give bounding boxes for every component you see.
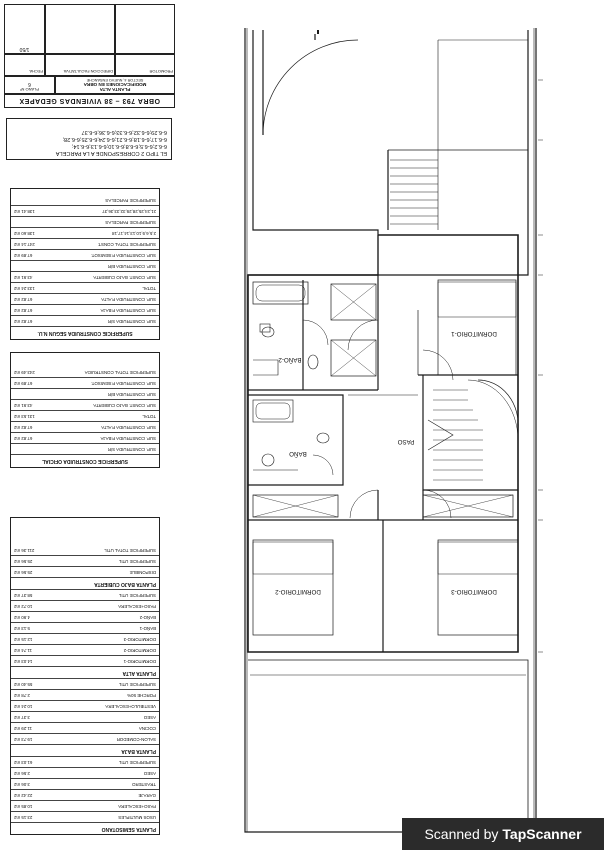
- table-row: [11, 601, 159, 612]
- room-label-bano-2: BAÑO-2: [278, 356, 302, 363]
- table-row: [11, 316, 159, 327]
- table-row: [11, 239, 159, 250]
- row-value: 43.91 m2: [14, 275, 33, 280]
- promotor-cell: PROMOTOR: [115, 54, 175, 76]
- floor-plan: [238, 20, 544, 835]
- row-value: 11.29 m2: [14, 726, 32, 731]
- row-value: 11.74 m2: [14, 648, 32, 653]
- table-row: [11, 612, 159, 623]
- row-value: 55.40 m2: [14, 682, 33, 687]
- row-value: 10.72 m2: [14, 604, 33, 609]
- row-value: 61.03 m2: [14, 760, 33, 765]
- fecha-cell: FECHA: [4, 54, 45, 76]
- row-label: ASEO: [143, 715, 156, 720]
- obra-title: OBRA 793 – 38 VIVIENDAS GEDAPEX: [4, 94, 175, 108]
- table-row: [11, 656, 159, 667]
- row-label: DORMITORIO-1: [123, 659, 156, 664]
- table-row: [11, 734, 159, 745]
- table-row: [11, 422, 159, 433]
- row-value: 133.24 m2: [14, 286, 35, 291]
- scanner-brand: TapScanner: [502, 826, 582, 842]
- row-label: 21,24,25,28,29,32,33,36,37: [102, 209, 156, 214]
- table-row: [11, 712, 159, 723]
- table-row: [11, 545, 159, 556]
- row-label: SUP. CONSTRUIDA P.BAJA: [100, 308, 156, 313]
- section-header: PLANTA ALTA: [11, 667, 159, 679]
- row-label: SUPERFICIE TOTAL CONST.: [97, 242, 156, 247]
- table-row: [11, 444, 159, 455]
- parcela-line-2: 6-6.2;6-6.5;6-6.8;6-6.10;6-6.13;6-6.14;: [71, 143, 167, 149]
- table-row: [11, 250, 159, 261]
- row-value: 67.89 m2: [14, 253, 33, 258]
- escala-cell: 1/50: [4, 4, 45, 54]
- scanned-by-text: Scanned by: [424, 826, 499, 842]
- table-row: [11, 790, 159, 801]
- row-value: 43.91 m2: [14, 403, 33, 408]
- row-value: 25.56 m2: [14, 570, 33, 575]
- row-value: 19.73 m2: [14, 737, 33, 742]
- row-label: SUPERFICIE UTIL: [118, 682, 156, 687]
- table-row: [11, 305, 159, 316]
- plano-number: 6: [28, 81, 31, 87]
- table-row: [11, 679, 159, 690]
- row-label: PASO+ESCALERA: [118, 804, 156, 809]
- row-value: 3.06 m2: [14, 782, 30, 787]
- row-label: SUPERFICIE UTIL: [118, 559, 156, 564]
- row-value: 67.82 m2: [14, 319, 33, 324]
- row-value: 25.56 m2: [14, 559, 33, 564]
- row-value: 10.24 m2: [14, 704, 33, 709]
- row-label: SUP. CONSTRUIDA S/R: [107, 447, 156, 452]
- row-value: 23.15 m2: [14, 815, 33, 820]
- row-value: 131.53 m2: [14, 414, 35, 419]
- row-label: SUP. CONSTRUIDA P.ALTA: [101, 425, 156, 430]
- row-label: ASEO: [143, 771, 156, 776]
- table-row: [11, 206, 159, 217]
- row-label: SUP. CONSTRUIDA P.BAJA: [100, 436, 156, 441]
- row-value: 2.56 m2: [14, 771, 30, 776]
- table-row: [11, 623, 159, 634]
- row-value: 138.60 m2: [14, 231, 35, 236]
- row-label: SUPERFICIE UTIL: [118, 593, 156, 598]
- table-superficie-util: [10, 517, 160, 835]
- row-label: TOTAL: [142, 286, 156, 291]
- direccion-cell: DIRECCION FACULTATIVA: [45, 54, 115, 76]
- table-row: [11, 261, 159, 272]
- row-label: SUP. CONSTRUIDA P.SEMISOT.: [91, 253, 156, 258]
- table-row: [11, 294, 159, 305]
- table-superficie-oficial: [10, 352, 160, 468]
- row-label: SUP. CONSTRUIDA S/R: [107, 319, 156, 324]
- row-label: SALON-COMEDOR: [116, 737, 156, 742]
- row-value: 138.41 m2: [14, 209, 35, 214]
- parcela-note: [6, 118, 172, 160]
- plano-title: PLANTA ALTA: [99, 87, 131, 92]
- scanned-by-badge: [402, 818, 604, 850]
- row-label: SUPERFICIE PARCELAS: [105, 220, 156, 225]
- row-label: 2,5,6,9,10,13,14,17,18: [112, 231, 156, 236]
- row-label: USOS MULTIPLES: [118, 815, 156, 820]
- table-superficie-nuj: [10, 188, 160, 340]
- table-row: [11, 812, 159, 823]
- table-row: [11, 283, 159, 294]
- table-row: [11, 801, 159, 812]
- table-row: [11, 634, 159, 645]
- row-value: 211.36 m2: [14, 548, 35, 553]
- row-label: DORMITORIO-3: [123, 637, 156, 642]
- table-row: [11, 690, 159, 701]
- room-label-bano: BAÑO: [289, 450, 307, 457]
- row-value: 247.14 m2: [14, 242, 35, 247]
- row-value: 12.15 m2: [14, 637, 33, 642]
- row-label: PASO+ESCALERA: [118, 604, 156, 609]
- row-value: 58.37 m2: [14, 593, 33, 598]
- section-header: PLANTA BAJA: [11, 745, 159, 757]
- table-row: [11, 195, 159, 206]
- table-row: [11, 645, 159, 656]
- row-label: SUP. CONSTRUIDA P.SEMISOT.: [91, 381, 156, 386]
- situacion-text: SECTOR 4, NUEVO ENSANCHE: [86, 78, 144, 82]
- parcela-line-1: EL TIPO 2 CORRESPONDE A LA PARCELA: [55, 150, 167, 156]
- table-row: [11, 400, 159, 411]
- row-value: 67.89 m2: [14, 381, 33, 386]
- parcela-line-4: 6-6.29;6-6.32;6-6.33;6-6.36;6-6.37: [81, 129, 167, 135]
- row-label: SUP. CONST. BAJO CUBIERTA: [93, 403, 156, 408]
- section-header: PLANTA BAJO CUBIERTA: [11, 578, 159, 590]
- row-value: 3.37 m2: [14, 715, 30, 720]
- row-label: VESTIBULO+ESCALERA: [105, 704, 156, 709]
- row-label: DISPONIBLE: [129, 570, 156, 575]
- row-value: 67.82 m2: [14, 436, 33, 441]
- table-row: [11, 556, 159, 567]
- row-label: COCINA: [138, 726, 156, 731]
- table-row: [11, 567, 159, 578]
- table-row: [11, 757, 159, 768]
- row-value: 2.78 m2: [14, 693, 30, 698]
- row-label: SUP. CONST. BAJO CUBIERTA: [93, 275, 156, 280]
- plano-no-label: PLANO Nº: [19, 87, 40, 92]
- row-value: 14.03 m2: [14, 659, 33, 664]
- title-block: [4, 4, 175, 108]
- table-oficial-header: SUPERFICIE CONSTRUIDA OFICIAL: [42, 458, 128, 464]
- table-row: [11, 272, 159, 283]
- table-row: [11, 389, 159, 400]
- table-row: [11, 590, 159, 601]
- row-label: BAÑO-1: [139, 626, 156, 631]
- row-label: SUP. CONSTRUIDA P.ALTA: [101, 297, 156, 302]
- table-row: [11, 378, 159, 389]
- row-label: SUPERFICIE TOTAL CONSTRUIDA: [84, 370, 156, 375]
- row-label: SUP. CONSTRUIDA B/R: [107, 264, 156, 269]
- row-label: SUPERFICIE TOTAL UTIL: [104, 548, 156, 553]
- row-value: 10.85 m2: [14, 804, 33, 809]
- table-row: [11, 228, 159, 239]
- table-row: [11, 779, 159, 790]
- plano-subtitle: MODIFICACIONES EN OBRA: [83, 82, 147, 87]
- row-label: BAÑO-2: [139, 615, 156, 620]
- table-nuj-header: SUPERFICIE CONSTRUIDA SEGUN N.U.: [37, 330, 133, 336]
- parcela-line-3: 6-6.17;6-6.18;6-6.21;6-6.24;6-6.25;6-6.28;: [62, 136, 167, 142]
- table-row: [11, 217, 159, 228]
- row-value: 67.82 m2: [14, 425, 33, 430]
- row-label: DORMITORIO-2: [123, 648, 156, 653]
- row-label: TRASTERO: [132, 782, 156, 787]
- row-value: 22.42 m2: [14, 793, 33, 798]
- room-label-dormitorio-2: DORMITORIO-2: [275, 588, 321, 595]
- room-label-paso: PASO: [397, 438, 415, 445]
- table-row: [11, 433, 159, 444]
- row-label: PORCHE 50%: [127, 693, 156, 698]
- row-label: TOTAL: [142, 414, 156, 419]
- table-row: [11, 768, 159, 779]
- section-header: PLANTA SEMISOTANO: [101, 826, 156, 832]
- table-row: [11, 723, 159, 734]
- table-row: [11, 411, 159, 422]
- row-label: GARAJE: [138, 793, 156, 798]
- table-row: [11, 367, 159, 378]
- row-value: 67.82 m2: [14, 308, 33, 313]
- row-label: SUP. CONSTRUIDA B/R: [107, 392, 156, 397]
- table-row: [11, 701, 159, 712]
- row-label: SUPERFICIE UTIL: [118, 760, 156, 765]
- room-label-dormitorio-1: DORMITORIO-1: [451, 330, 497, 337]
- row-label: SUPERFICIE PARCELAS: [105, 198, 156, 203]
- row-value: 5.13 m2: [14, 626, 30, 631]
- row-value: 243.49 m2: [14, 370, 35, 375]
- row-value: 4.90 m2: [14, 615, 30, 620]
- row-value: 67.82 m2: [14, 297, 33, 302]
- room-label-dormitorio-3: DORMITORIO-3: [451, 588, 497, 595]
